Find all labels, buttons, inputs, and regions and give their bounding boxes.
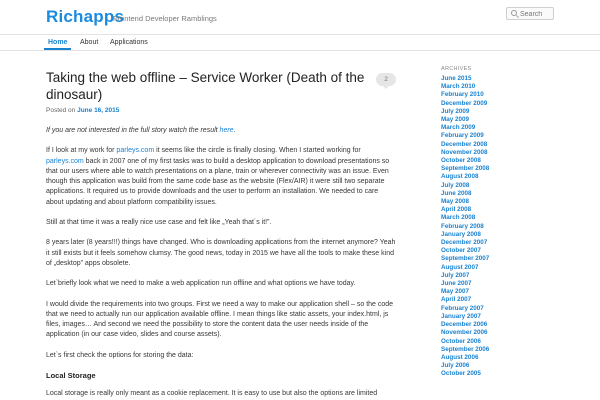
archive-link[interactable]: September 2008	[441, 165, 490, 173]
posted-prefix: Posted on	[46, 107, 76, 114]
search-input[interactable]	[520, 9, 553, 19]
archive-link[interactable]: March 2008	[441, 214, 476, 222]
intro-paragraph	[46, 126, 396, 136]
archive-link[interactable]: May 2009	[441, 116, 470, 124]
post-title[interactable]: Taking the web offline – Service Worker (Death of the dinosaur)	[46, 70, 365, 102]
archive-link[interactable]: July 2009	[441, 107, 470, 115]
heading-local-storage: Local Storage	[46, 371, 96, 381]
archive-link[interactable]: July 2008	[441, 181, 470, 189]
sidebar	[441, 66, 561, 379]
archive-link[interactable]: March 2009	[441, 124, 476, 132]
p1-text-b: it seems like the circle is finally closing. When I started working for	[154, 147, 361, 155]
paragraph-1	[46, 146, 396, 208]
archive-link[interactable]: February 2010	[441, 91, 484, 99]
p1-text-c: back in 2007 one of my first tasks was to build a desktop application to download presentations so that our users where able to watch presentations on a plane, train or wherever connectivity was an issue. Even though this application was build from the same code base as the website (Flex/AIR) it were still two separate applications. It required us to provide downloads and the user to perform an installation. We needed to care about updating and about platform compatibility issues.	[46, 157, 390, 206]
archive-link[interactable]: February 2007	[441, 304, 484, 312]
site-description: Frontend Developer Ramblings	[113, 14, 217, 23]
archive-link[interactable]: November 2008	[441, 148, 488, 156]
archive-link[interactable]: June 2007	[441, 280, 472, 288]
nav-item-applications[interactable]: Applications	[110, 39, 148, 46]
archive-link[interactable]: April 2007	[441, 296, 472, 304]
archive-link[interactable]: May 2008	[441, 198, 470, 206]
intro-link[interactable]: here	[219, 127, 234, 134]
search-icon	[511, 10, 517, 16]
paragraph-7: Local storage is really only meant as a cookie replacement. It is easy to use but also the options are limited	[46, 390, 378, 398]
paragraph-5: I would divide the requirements into two groups. First we need a way to make our application shell – so the code that we need to actually run our application available offline. I mean things like static assets, your index.html, js files, images… And second we need the possibility to store the content data the user needs inside of the application (in our case video, slides and course assets).	[46, 300, 394, 339]
post-body	[46, 126, 396, 400]
archive-link[interactable]: April 2008	[441, 206, 472, 214]
search-box[interactable]	[506, 7, 554, 20]
archive-link[interactable]: October 2006	[441, 337, 481, 345]
archive-link[interactable]: October 2007	[441, 247, 481, 255]
archive-link[interactable]: June 2015	[441, 75, 472, 82]
archive-link[interactable]: July 2006	[441, 362, 470, 370]
archive-link[interactable]: August 2006	[441, 353, 479, 361]
archive-link[interactable]: September 2006	[441, 345, 490, 353]
nav-item-home[interactable]: Home	[44, 35, 71, 50]
site-title[interactable]: Richapps	[46, 7, 125, 26]
archive-link[interactable]: August 2007	[441, 263, 479, 271]
archive-link[interactable]: March 2010	[441, 83, 476, 91]
post-date-link[interactable]: June 16, 2015	[77, 107, 120, 114]
paragraph-3: 8 years later (8 years!!!) things have changed. Who is downloading applications from the internet anymore? Yeah it still exists but it feels somehow clumsy. The good news, today in 2015 we have all the tools to make these kind of „desktop” apps obsolete.	[46, 239, 396, 267]
archive-link[interactable]: December 2006	[441, 321, 488, 329]
archive-link[interactable]: November 2006	[441, 329, 488, 337]
paragraph-4: Let`briefly look what we need to make a web application run offline and what options we have today.	[46, 280, 356, 288]
p1-text-a: If I look at my work for	[46, 147, 117, 155]
archive-link[interactable]: October 2008	[441, 157, 481, 165]
comment-count-bubble[interactable]: 2	[376, 73, 396, 86]
archive-link[interactable]: January 2007	[441, 312, 481, 320]
archive-link[interactable]: July 2007	[441, 271, 470, 279]
archive-link[interactable]: October 2005	[441, 370, 481, 378]
post-meta	[46, 107, 396, 114]
site-header	[0, 0, 600, 35]
archive-link[interactable]: August 2008	[441, 173, 479, 181]
archive-link[interactable]: January 2008	[441, 230, 481, 238]
archive-link[interactable]: February 2008	[441, 222, 484, 230]
archive-link[interactable]: May 2007	[441, 288, 470, 296]
paragraph-6: Let`s first check the options for storing the data:	[46, 351, 194, 359]
archive-link[interactable]: September 2007	[441, 255, 490, 263]
parleys-link-2[interactable]: parleys.com	[46, 157, 84, 165]
archive-link[interactable]: February 2009	[441, 132, 484, 140]
archive-link[interactable]: December 2007	[441, 239, 488, 247]
intro-text: If you are not interested in the full story watch the result	[46, 127, 220, 134]
nav-item-about[interactable]: About	[80, 39, 99, 46]
archives-title: ARCHIVES	[441, 66, 472, 72]
parleys-link-1[interactable]: parleys.com	[116, 147, 155, 155]
intro-end: .	[233, 127, 236, 134]
post	[46, 69, 396, 400]
archive-link[interactable]: December 2008	[441, 140, 488, 148]
paragraph-2: Still at that time it was a really nice use case and felt like „Yeah that´s it!”.	[46, 219, 272, 227]
archive-link[interactable]: December 2009	[441, 99, 488, 107]
archives-list	[441, 75, 561, 379]
main-nav	[0, 34, 600, 51]
archive-link[interactable]: June 2008	[441, 189, 472, 197]
